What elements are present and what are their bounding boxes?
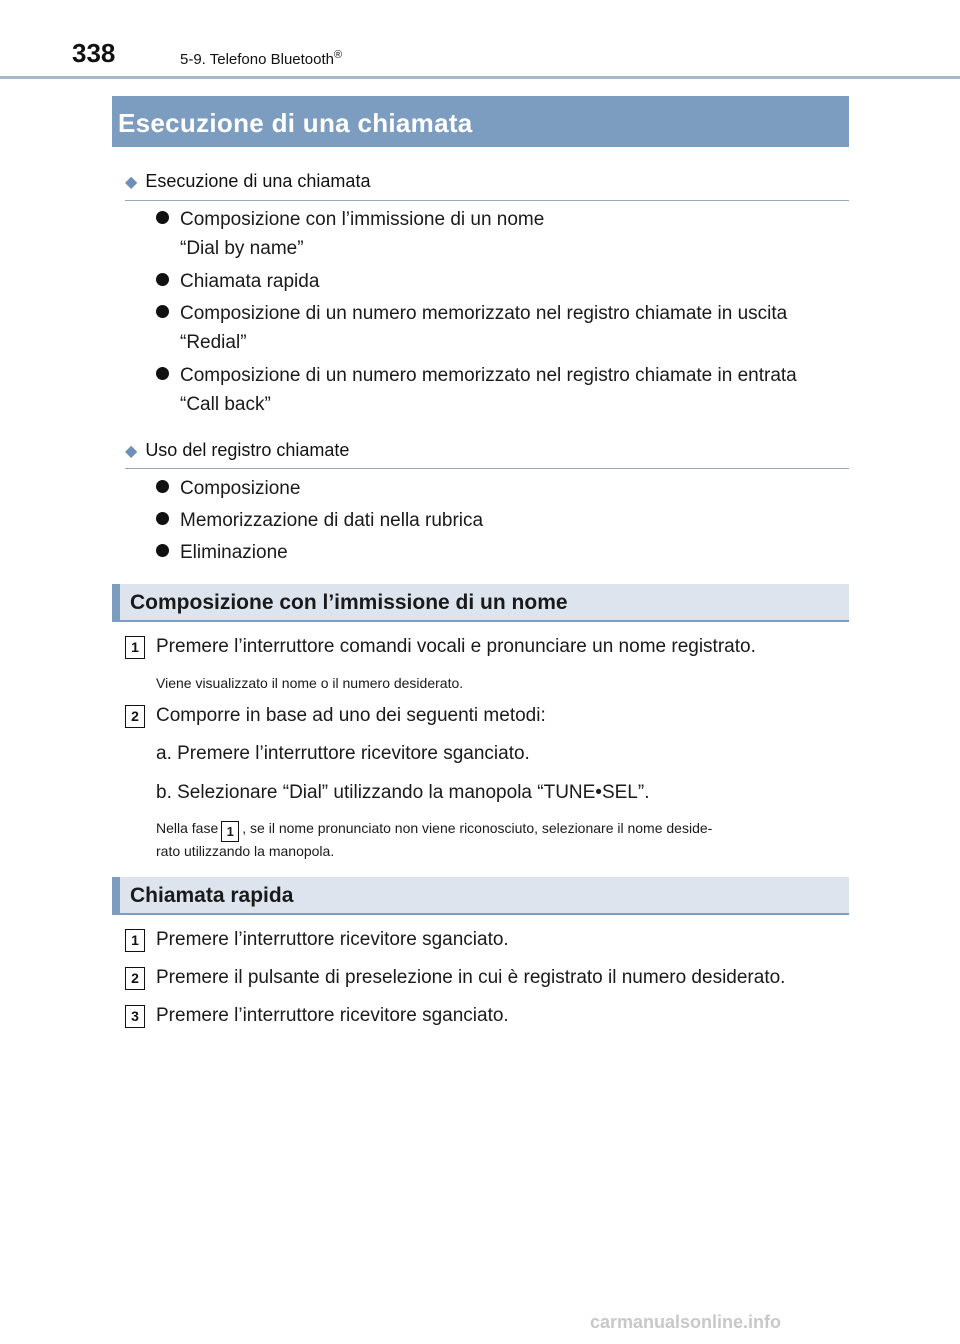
bullet-icon	[156, 512, 169, 525]
list-item	[156, 474, 300, 504]
step-note	[156, 820, 712, 842]
step-number: 1	[125, 929, 145, 952]
list-item	[156, 267, 319, 297]
list-item-sub: “Redial”	[180, 332, 247, 353]
list-item-sub: “Call back”	[180, 394, 271, 415]
diamond-icon: ◆	[125, 443, 138, 460]
bullet-icon	[156, 273, 169, 286]
section-title: Composizione con l’immissione di un nome	[130, 591, 568, 614]
section-heading	[112, 584, 849, 622]
list-item-sub: “Dial by name”	[180, 238, 304, 259]
block1-heading	[125, 171, 370, 192]
chapter-title	[180, 49, 342, 68]
bullet-icon	[156, 305, 169, 318]
step-text: Comporre in base ad uno dei seguenti metodi:	[156, 705, 546, 726]
step-text: Premere l’interruttore ricevitore sganciato.	[156, 1005, 509, 1026]
list-item	[156, 361, 797, 391]
section-heading	[112, 877, 849, 915]
step-text: Premere il pulsante di preselezione in cui è registrato il numero desiderato.	[156, 967, 786, 988]
list-item-text: Chiamata rapida	[180, 271, 320, 292]
list-item-text: Eliminazione	[180, 542, 288, 563]
page-header	[0, 0, 960, 78]
block1-heading-text: Esecuzione di una chiamata	[145, 171, 371, 191]
banner-title: Esecuzione di una chiamata	[118, 108, 473, 138]
bullet-icon	[156, 367, 169, 380]
header-rule	[0, 76, 960, 79]
list-item	[156, 299, 787, 329]
note-line1: , se il nome pronunciato non viene riconosciuto, selezionare il nome deside-	[242, 820, 713, 836]
block2-heading	[125, 440, 349, 461]
list-item-text: Composizione con l’immissione di un nome	[180, 209, 545, 230]
bullet-icon	[156, 544, 169, 557]
step-number: 1	[125, 636, 145, 659]
step-note-cont: rato utilizzando la manopola.	[156, 843, 335, 859]
diamond-icon: ◆	[125, 174, 138, 191]
footer-watermark: carmanualsonline.info	[590, 1312, 782, 1332]
step-number: 3	[125, 1005, 145, 1028]
list-item-text: Memorizzazione di dati nella rubrica	[180, 510, 484, 531]
list-item	[156, 506, 483, 536]
bullet-icon	[156, 480, 169, 493]
list-item-text: Composizione di un numero memorizzato nel registro chiamate in entrata	[180, 365, 797, 386]
block1-rule	[125, 200, 849, 201]
main-banner	[112, 96, 849, 147]
page-number: 338	[72, 38, 116, 68]
step-number: 2	[125, 705, 145, 728]
block2-rule	[125, 468, 849, 469]
step-number: 2	[125, 967, 145, 990]
section-title: Chiamata rapida	[130, 884, 294, 907]
block2-heading-text: Uso del registro chiamate	[145, 440, 350, 460]
list-item	[156, 538, 288, 568]
step-ref: 1	[221, 821, 239, 842]
list-item-text: Composizione di un numero memorizzato nel registro chiamate in uscita	[180, 303, 788, 324]
step-text: Premere l’interruttore comandi vocali e pronunciare un nome registrato.	[156, 636, 756, 657]
registered-mark: ®	[334, 49, 343, 61]
chapter-title-text: 5-9. Telefono Bluetooth	[180, 51, 335, 68]
bullet-icon	[156, 211, 169, 224]
step-note: Viene visualizzato il nome o il numero desiderato.	[156, 675, 464, 691]
step-text: Premere l’interruttore ricevitore sganciato.	[156, 929, 509, 950]
note-prefix: Nella fase	[156, 820, 219, 836]
step-option-b: b. Selezionare “Dial” utilizzando la manopola “TUNE•SEL”.	[156, 782, 650, 803]
list-item-text: Composizione	[180, 478, 301, 499]
list-item	[156, 205, 544, 235]
step-option-a: a. Premere l’interruttore ricevitore sganciato.	[156, 743, 530, 764]
